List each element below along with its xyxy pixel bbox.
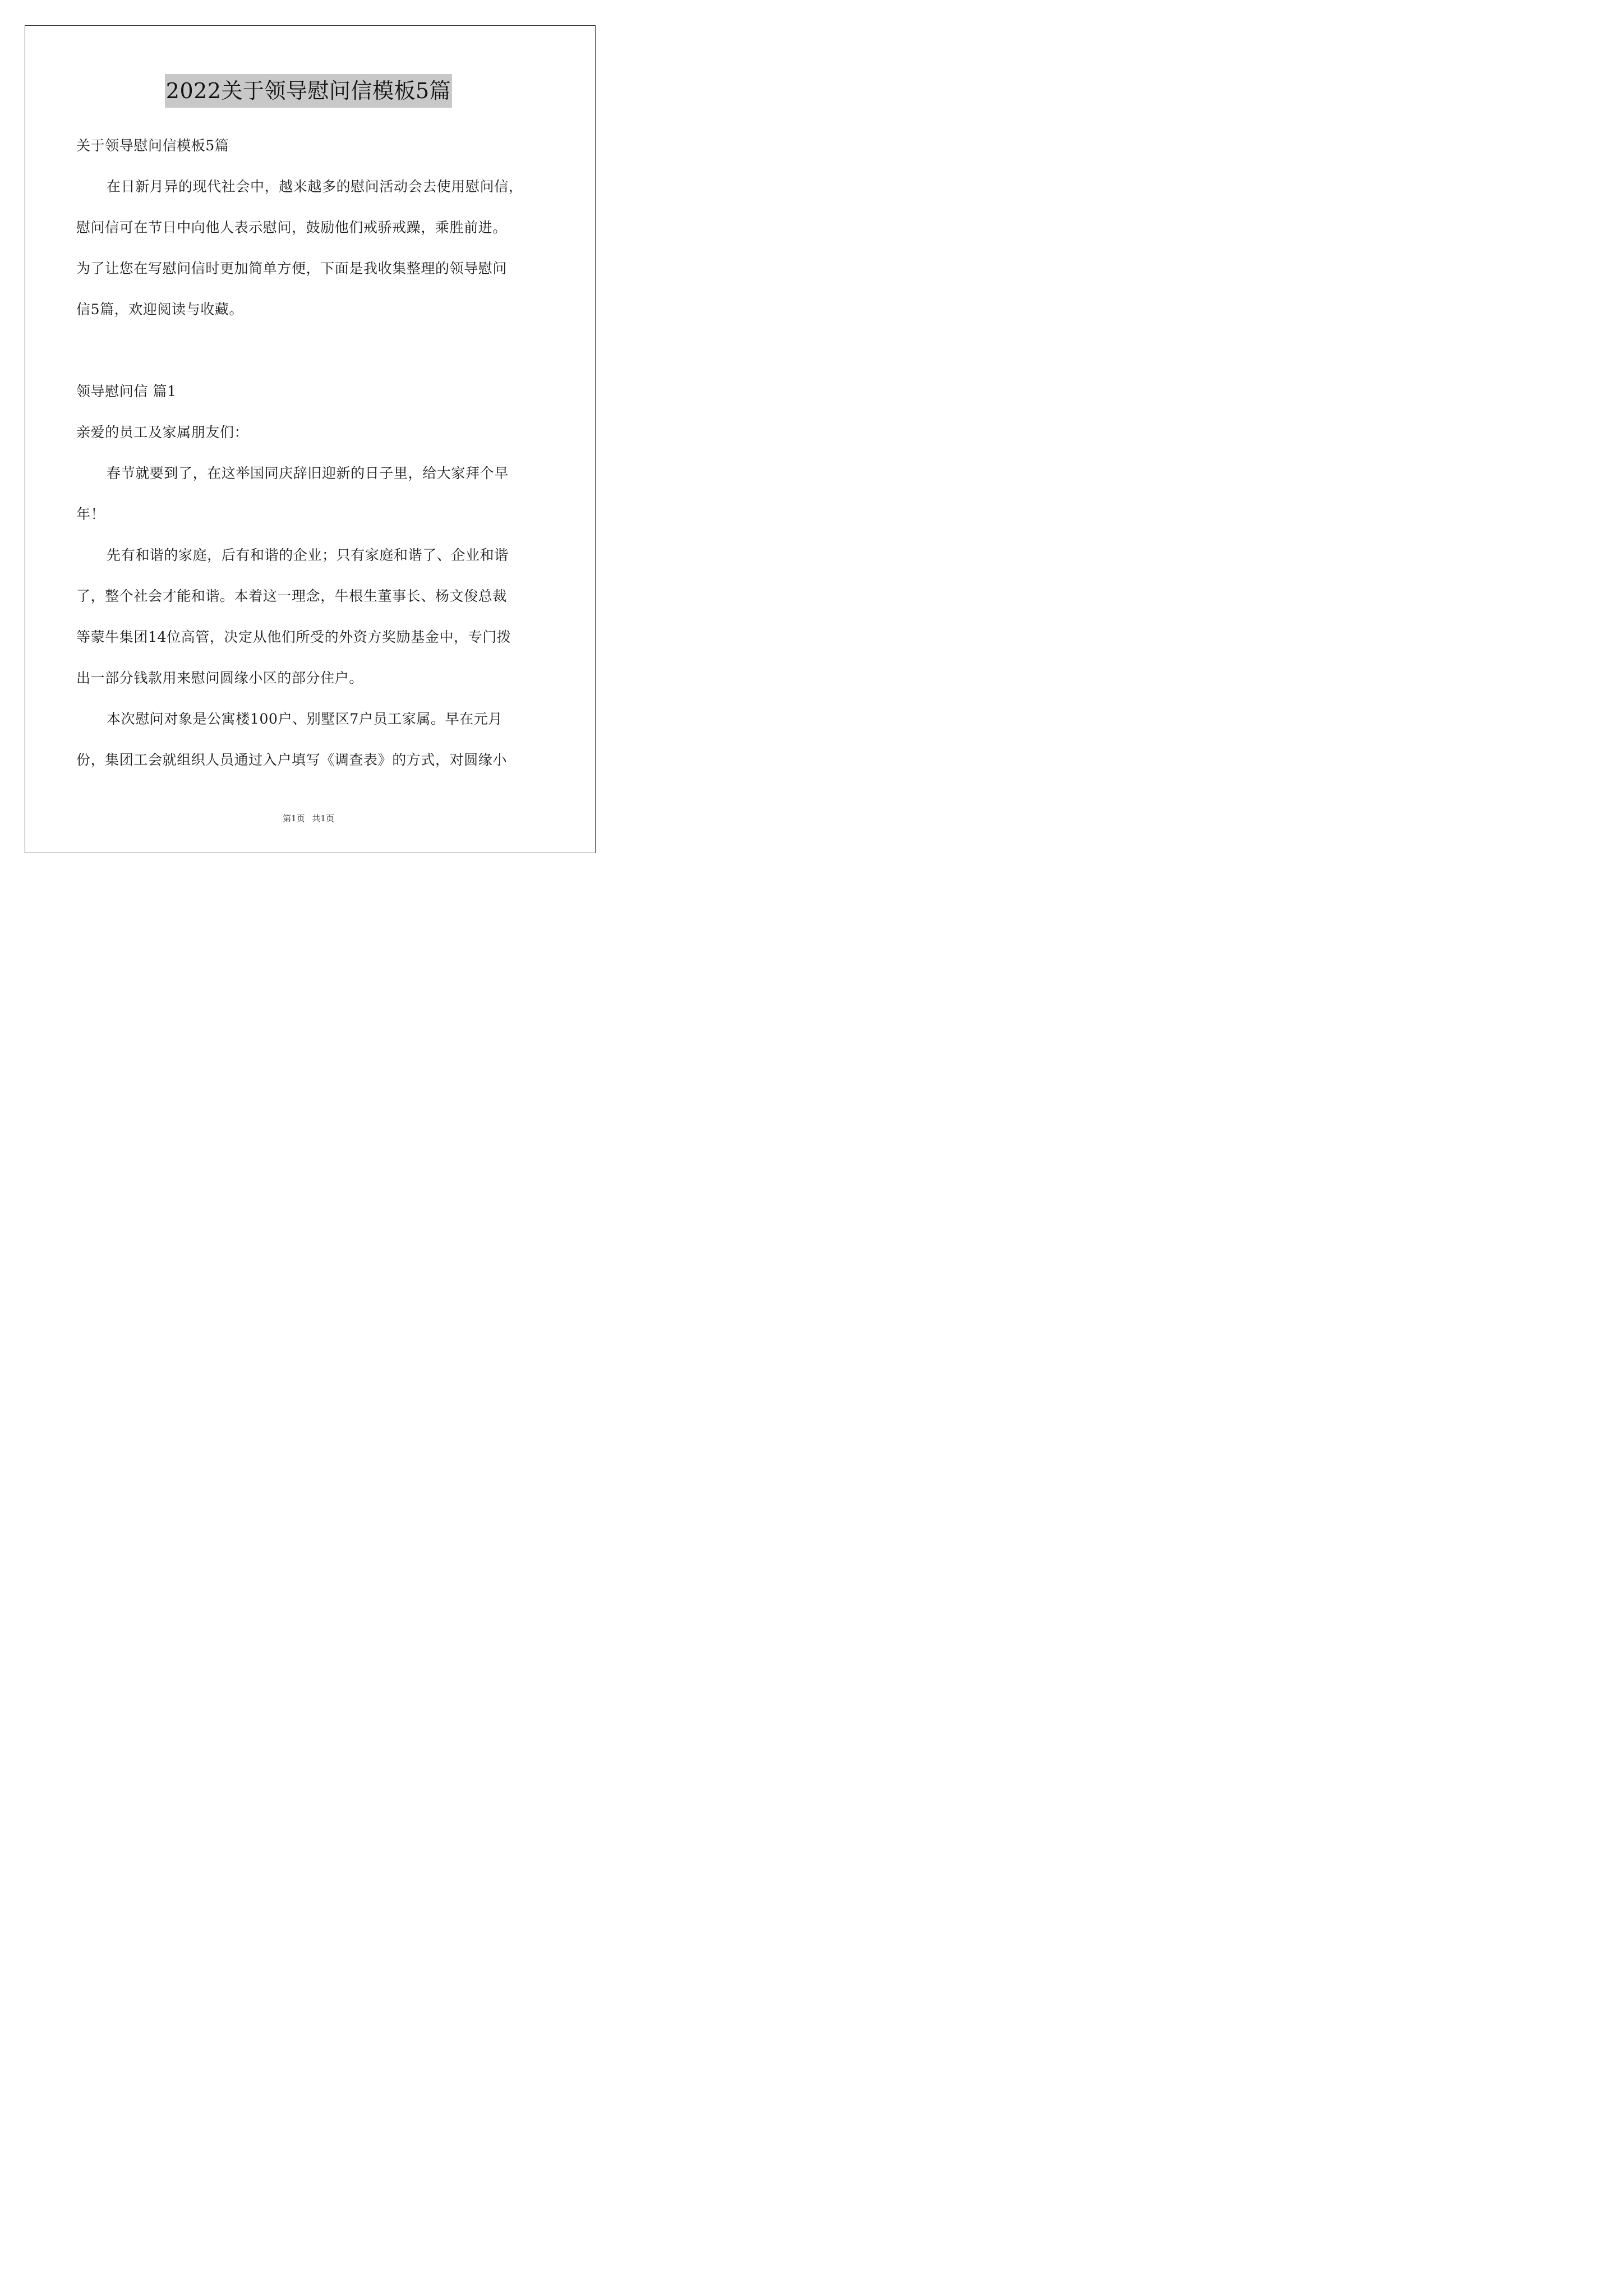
paragraph-line: 在日新月异的现代社会中，越来越多的慰问活动会去使用慰问信， [107,178,523,195]
paragraph-line: 先有和谐的家庭，后有和谐的企业；只有家庭和谐了、企业和谐 [107,547,509,563]
paragraph-line: 份，集团工会就组织人员通过入户填写《调查表》的方式，对圆缘小 [76,752,508,768]
paragraph-line: 等蒙牛集团14位高管，决定从他们所受的外资方奖励基金中，专门拨 [76,629,511,645]
paragraph-line: 本次慰问对象是公寓楼100户、别墅区7户员工家属。早在元月 [107,711,503,727]
document-title: 2022关于领导慰问信模板5篇 [165,74,452,108]
paragraph-line: 出一部分钱款用来慰问圆缘小区的部分住户。 [76,670,364,686]
paragraph-line: 慰问信可在节日中向他人表示慰问，鼓励他们戒骄戒躁，乘胜前进。 [76,219,508,236]
section-heading: 领导慰问信 篇1 [76,383,177,399]
paragraph-line: 信5篇，欢迎阅读与收藏。 [76,301,244,318]
paragraph-line: 年！ [76,506,105,522]
salutation: 亲爱的员工及家属朋友们： [76,424,249,440]
paragraph-line: 春节就要到了，在这举国同庆辞旧迎新的日子里，给大家拜个早 [107,465,509,481]
document-subtitle: 关于领导慰问信模板5篇 [76,137,229,154]
page-number: 第1页 [283,813,305,823]
page-total: 共1页 [312,813,334,823]
page-footer [0,812,617,824]
paragraph-line: 为了让您在写慰问信时更加简单方便，下面是我收集整理的领导慰问 [76,260,508,277]
paragraph-line: 了，整个社会才能和谐。本着这一理念，牛根生董事长、杨文俊总裁 [76,588,508,604]
title-container [0,74,617,108]
